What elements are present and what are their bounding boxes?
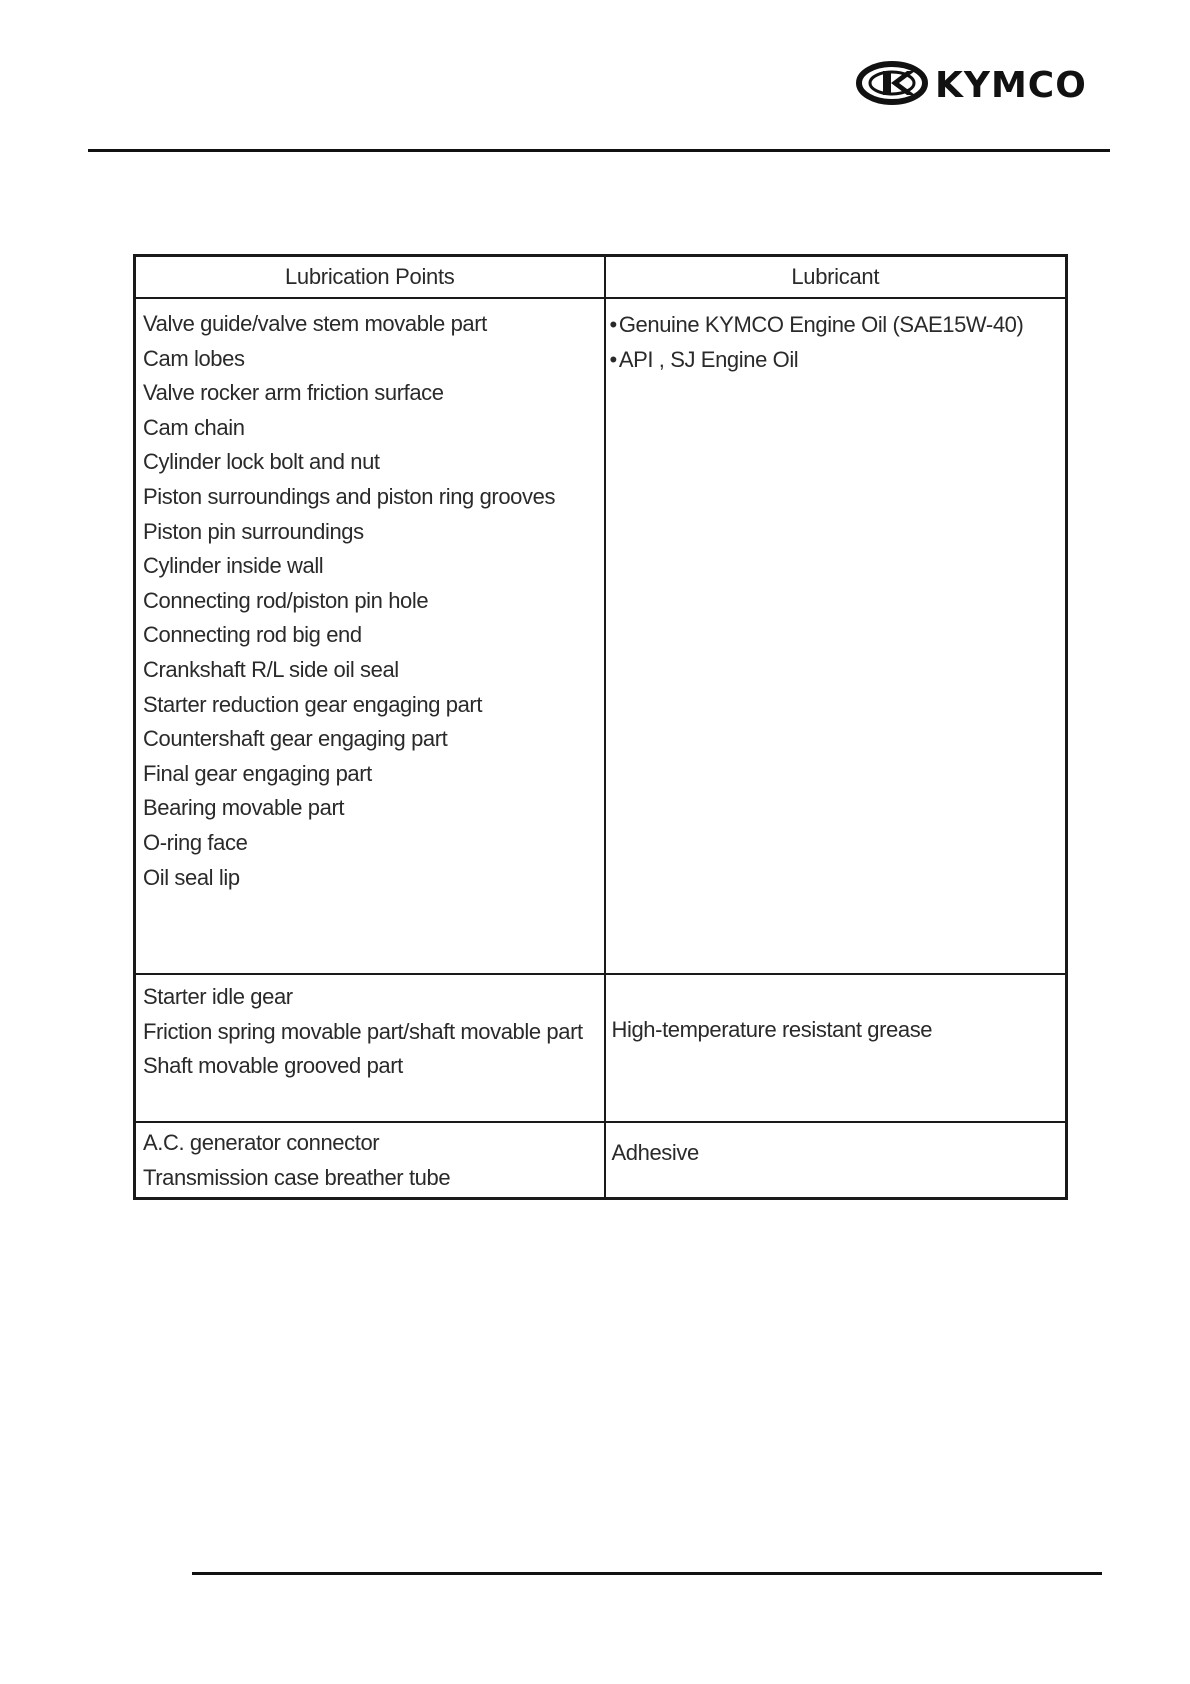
list-item: Piston pin surroundings: [143, 518, 364, 544]
list-item: Cam lobes: [143, 345, 245, 371]
lubricant-api-oil: API , SJ Engine Oil: [618, 347, 799, 372]
list-item: Oil seal lip: [143, 864, 240, 890]
lubricant-cell: [605, 1122, 1067, 1199]
list-item: Connecting rod big end: [143, 622, 362, 648]
lubricant-engine-oil: Genuine KYMCO Engine Oil (SAE15W-40): [618, 312, 1024, 337]
bullet-icon: •: [609, 312, 617, 337]
lubricant-adhesive: Adhesive: [611, 1140, 699, 1165]
kymco-logo: [855, 60, 1105, 106]
lubrication-points-list: [136, 1123, 604, 1195]
list-item: Connecting rod/piston pin hole: [143, 587, 429, 613]
lubrication-points-cell: [135, 974, 605, 1122]
lubrication-table: [133, 254, 1068, 1200]
table-row: [135, 974, 1067, 1122]
header-rule: [88, 149, 1110, 152]
header-lubrication-points: Lubrication Points: [135, 256, 605, 299]
lubricant-cell: [605, 298, 1067, 974]
list-item: Starter reduction gear engaging part: [143, 691, 483, 717]
list-item: Cylinder inside wall: [143, 553, 324, 579]
list-item: Countershaft gear engaging part: [143, 726, 448, 752]
list-item: Crankshaft R/L side oil seal: [143, 656, 399, 682]
list-item: [610, 342, 1066, 377]
list-item: Cylinder lock bolt and nut: [143, 449, 380, 475]
table-row: [135, 298, 1067, 974]
list-item: Valve rocker arm friction surface: [143, 380, 444, 406]
svg-text:KYMCO: KYMCO: [935, 65, 1087, 106]
list-item: Shaft movable grooved part: [143, 1053, 403, 1079]
table-header-row: [135, 256, 1067, 299]
lubrication-points-list: [136, 975, 604, 1084]
list-item: Piston surroundings and piston ring grooves: [143, 483, 556, 509]
list-item: Final gear engaging part: [143, 760, 372, 786]
list-item: Friction spring movable part/shaft movable part: [143, 1018, 583, 1044]
table-row: [135, 1122, 1067, 1199]
list-item: O-ring face: [143, 829, 248, 855]
list-item: A.C. generator connector: [143, 1130, 380, 1155]
list-item: Cam chain: [143, 414, 245, 440]
header-lubricant: Lubricant: [605, 256, 1067, 299]
lubrication-points-cell: [135, 1122, 605, 1199]
lubricant-cell: [605, 974, 1067, 1122]
list-item: Bearing movable part: [143, 795, 345, 821]
list-item: Transmission case breather tube: [143, 1164, 451, 1190]
footer-rule: [192, 1572, 1102, 1575]
list-item: Valve guide/valve stem movable part: [143, 311, 487, 336]
bullet-icon: •: [609, 347, 617, 372]
lubricant-grease: High-temperature resistant grease: [611, 1017, 933, 1042]
list-item: [610, 307, 1066, 342]
lubricant-list: [606, 299, 1066, 377]
lubrication-points-list: [136, 299, 604, 895]
lubrication-points-cell: [135, 298, 605, 974]
list-item: Starter idle gear: [143, 984, 293, 1009]
